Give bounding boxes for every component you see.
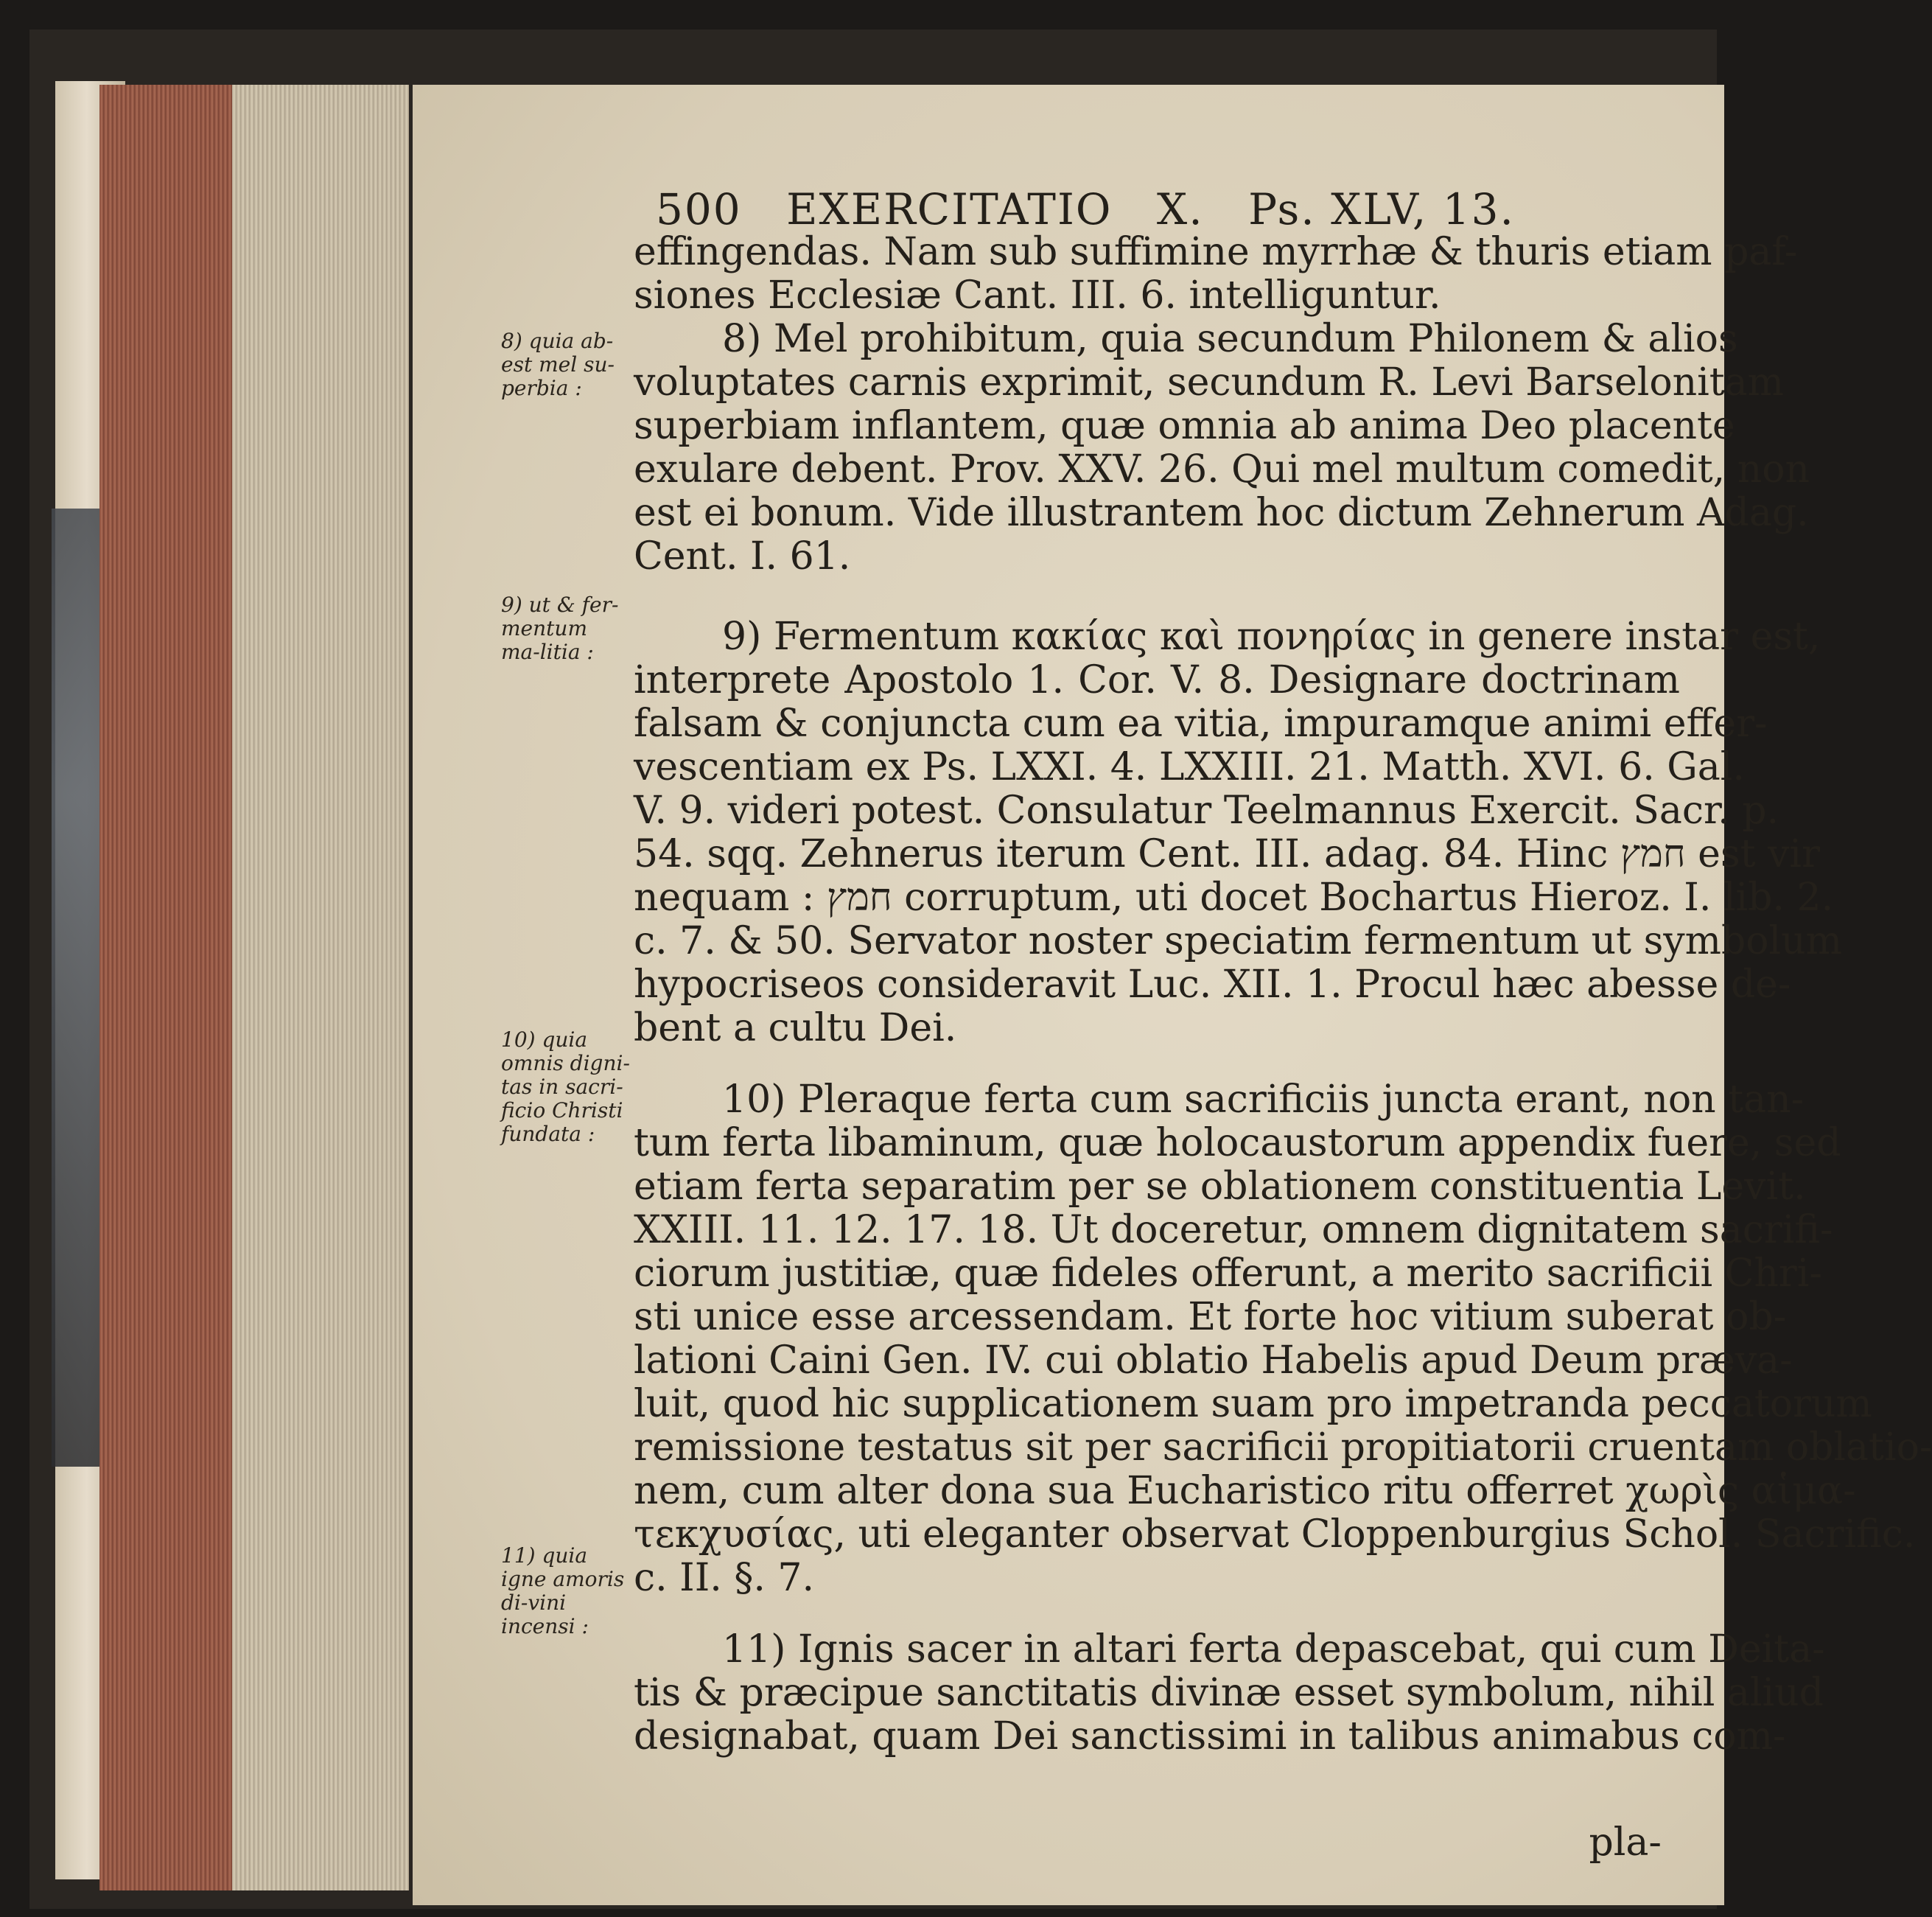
text-line: c. II. §. 7.: [634, 1556, 814, 1600]
text-line: 10) Pleraque ferta cum sacrificiis juncta erant, non tan-: [722, 1078, 1805, 1122]
text-line: XXIII. 11. 12. 17. 18. Ut doceretur, omnem dignitatem sacrifi-: [634, 1208, 1833, 1252]
text-line: remissione testatus sit per sacrificii propitiatorii cruentam oblatio-: [634, 1425, 1932, 1470]
text-line: ciorum justitiæ, quæ fideles offerunt, a merito sacrificii Chri-: [634, 1251, 1822, 1296]
text-line: falsam & conjuncta cum ea vitia, impuramque animi effer-: [634, 702, 1768, 746]
text-line: luit, quod hic supplicationem suam pro impetranda peccatorum: [634, 1382, 1872, 1426]
text-line: designabat, quam Dei sanctissimi in talibus animabus com-: [634, 1714, 1786, 1759]
text-line: sti unice esse arcessendam. Et forte hoc vitium suberat ob-: [634, 1295, 1787, 1339]
book: [29, 29, 1932, 1909]
text-line: interprete Apostolo 1. Cor. V. 8. Designare doctrinam: [634, 658, 1680, 702]
text-line: 9) Fermentum κακίας καὶ πονηρίας in genere instar est,: [722, 615, 1821, 659]
text-line: c. 7. & 50. Servator noster speciatim fermentum ut symbolum: [634, 919, 1842, 963]
text-line: vescentiam ex Ps. LXXI. 4. LXXIII. 21. Matth. XVI. 6. Gal.: [634, 745, 1745, 789]
page: [413, 85, 1932, 1905]
text-line: lationi Caini Gen. IV. cui oblatio Habelis apud Deum præva-: [634, 1338, 1793, 1383]
text-line: τεκχυσίας, uti eleganter observat Cloppenburgius Schol. Sacrific.: [634, 1512, 1916, 1557]
catchword: pla-: [1589, 1820, 1662, 1865]
text-line: exulare debent. Prov. XXV. 26. Qui mel multum comedit, non: [634, 447, 1810, 492]
margin-note-8: 8) quia ab-est mel su-perbia :: [501, 329, 615, 400]
text-line: nem, cum alter dona sua Eucharistico ritu offerret χωρὶς αἱμα-: [634, 1469, 1856, 1513]
text-line: tis & præcipue sanctitatis divinæ esset symbolum, nihil aliud: [634, 1671, 1824, 1715]
margin-note-11: 11) quia igne amoris di-vini incensi :: [501, 1543, 625, 1638]
page-number: 500: [656, 184, 742, 234]
text-line: V. 9. videri potest. Consulatur Teelmannus Exercit. Sacr. p.: [634, 789, 1779, 833]
header-section: X.: [1156, 184, 1204, 234]
header-title: EXERCITATIO: [786, 184, 1113, 234]
text-line: est ei bonum. Vide illustrantem hoc dictum Zehnerum Adag.: [634, 491, 1809, 535]
header-reference: Ps. XLV, 13.: [1248, 184, 1515, 234]
text-line: voluptates carnis exprimit, secundum R. Levi Barselonitam: [634, 360, 1784, 405]
text-line: siones Ecclesiæ Cant. III. 6. intelliguntur.: [634, 273, 1441, 318]
running-header: [656, 184, 1724, 234]
text-line: 54. sqq. Zehnerus iterum Cent. III. adag. 84. Hinc חמץ est vir: [634, 832, 1820, 876]
text-line: tum ferta libaminum, quæ holocaustorum appendix fuere, sed: [634, 1121, 1841, 1165]
body-text: [634, 230, 1932, 1759]
text-line: hypocriseos consideravit Luc. XII. 1. Procul hæc abesse de-: [634, 963, 1791, 1007]
red-page-edges: [99, 85, 232, 1890]
margin-note-9: 9) ut & fer-mentum ma-litia :: [501, 593, 619, 664]
text-line: Cent. I. 61.: [634, 534, 851, 579]
text-line: nequam : חמץ corruptum, uti docet Bochartus Hieroz. I. lib. 2.: [634, 876, 1834, 920]
text-line: 11) Ignis sacer in altari ferta depascebat, qui cum Deita-: [722, 1627, 1825, 1672]
text-line: 8) Mel prohibitum, quia secundum Philonem & alios: [722, 317, 1738, 361]
text-line: bent a cultu Dei.: [634, 1006, 957, 1050]
text-line: effingendas. Nam sub suffimine myrrhæ & thuris etiam paf-: [634, 230, 1798, 274]
text-line: etiam ferta separatim per se oblationem constituentia Levit.: [634, 1164, 1806, 1209]
text-line: superbiam inflantem, quæ omnia ab anima Deo placente: [634, 404, 1735, 448]
margin-note-10: 10) quia omnis digni-tas in sacri-ficio Christi fundata :: [501, 1027, 630, 1146]
